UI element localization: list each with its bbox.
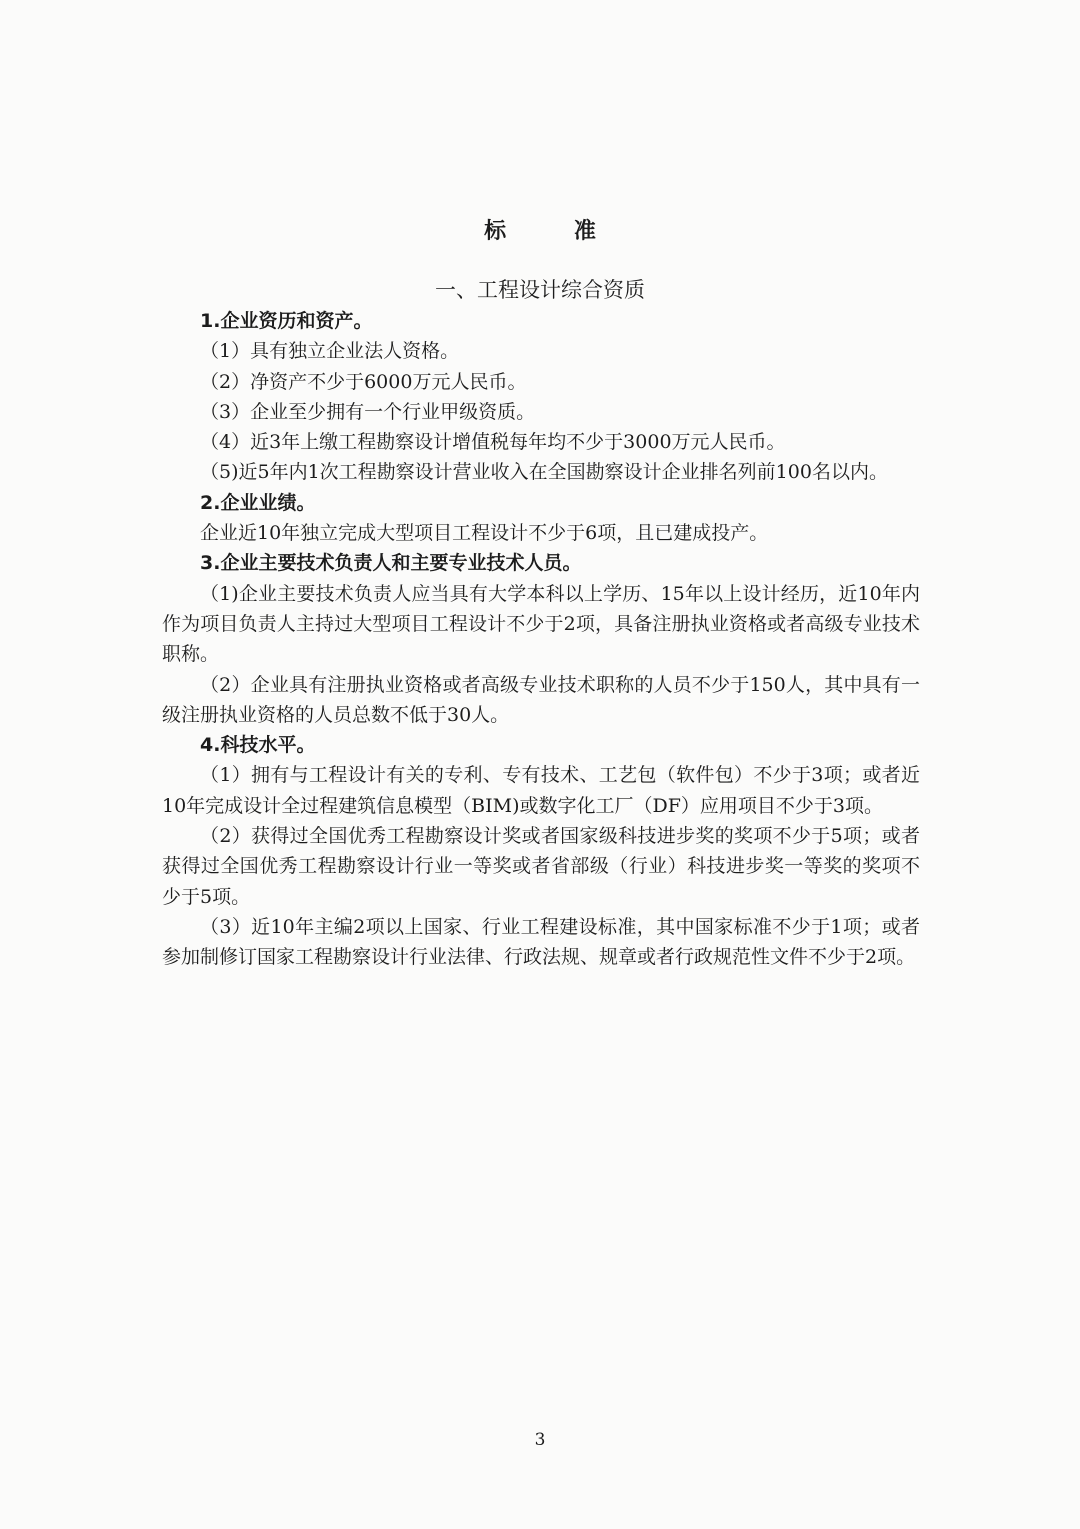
heading-personnel: 3.企业主要技术负责人和主要专业技术人员。 <box>200 552 582 575</box>
heading-performance: 2.企业业绩。 <box>200 491 316 514</box>
paragraph-item: （1)企业主要技术负责人应当具有大学本科以上学历、15年以上设计经历，近10年内作为项目负责人主持过大型项目工程设计不少于2项，具备注册执业资格或者高级专业技术职称。 <box>162 582 920 666</box>
section-title: 一、工程设计综合资质 <box>435 278 645 302</box>
paragraph-item: （5)近5年内1次工程勘察设计营业收入在全国勘察设计企业排名列前100名以内。 <box>200 461 888 484</box>
document-body <box>162 306 920 973</box>
paragraph-item: 企业近10年独立完成大型项目工程设计不少于6项，且已建成投产。 <box>200 522 769 545</box>
paragraph-item: （4）近3年上缴工程勘察设计增值税每年均不少于3000万元人民币。 <box>200 431 786 454</box>
paragraph-item: （2）企业具有注册执业资格或者高级专业技术职称的人员不少于150人，其中具有一级注册执业资格的人员总数不低于30人。 <box>162 673 920 726</box>
page-title: 标 准 <box>484 219 626 244</box>
heading-technology: 4.科技水平。 <box>200 734 316 757</box>
heading-assets: 1.企业资历和资产。 <box>200 310 373 332</box>
paragraph-item: （2）净资产不少于6000万元人民币。 <box>200 370 527 393</box>
paragraph-item: （2）获得过全国优秀工程勘察设计奖或者国家级科技进步奖的奖项不少于5项；或者获得过全国优秀工程勘察设计行业一等奖或者省部级（行业）科技进步奖一等奖的奖项不少于5项。 <box>162 825 920 908</box>
paragraph-item: （1）拥有与工程设计有关的专利、专有技术、工艺包（软件包）不少于3项；或者近10年完成设计全过程建筑信息模型（BIM)或数字化工厂（DF）应用项目不少于3项。 <box>162 764 920 817</box>
paragraph-item: （3）近10年主编2项以上国家、行业工程建设标准，其中国家标准不少于1项；或者参加制修订国家工程勘察设计行业法律、行政法规、规章或者行政规范性文件不少于2项。 <box>162 915 920 969</box>
paragraph-item: （1）具有独立企业法人资格。 <box>200 340 460 363</box>
paragraph-item: （3）企业至少拥有一个行业甲级资质。 <box>200 400 536 423</box>
page-number: 3 <box>534 1430 546 1450</box>
